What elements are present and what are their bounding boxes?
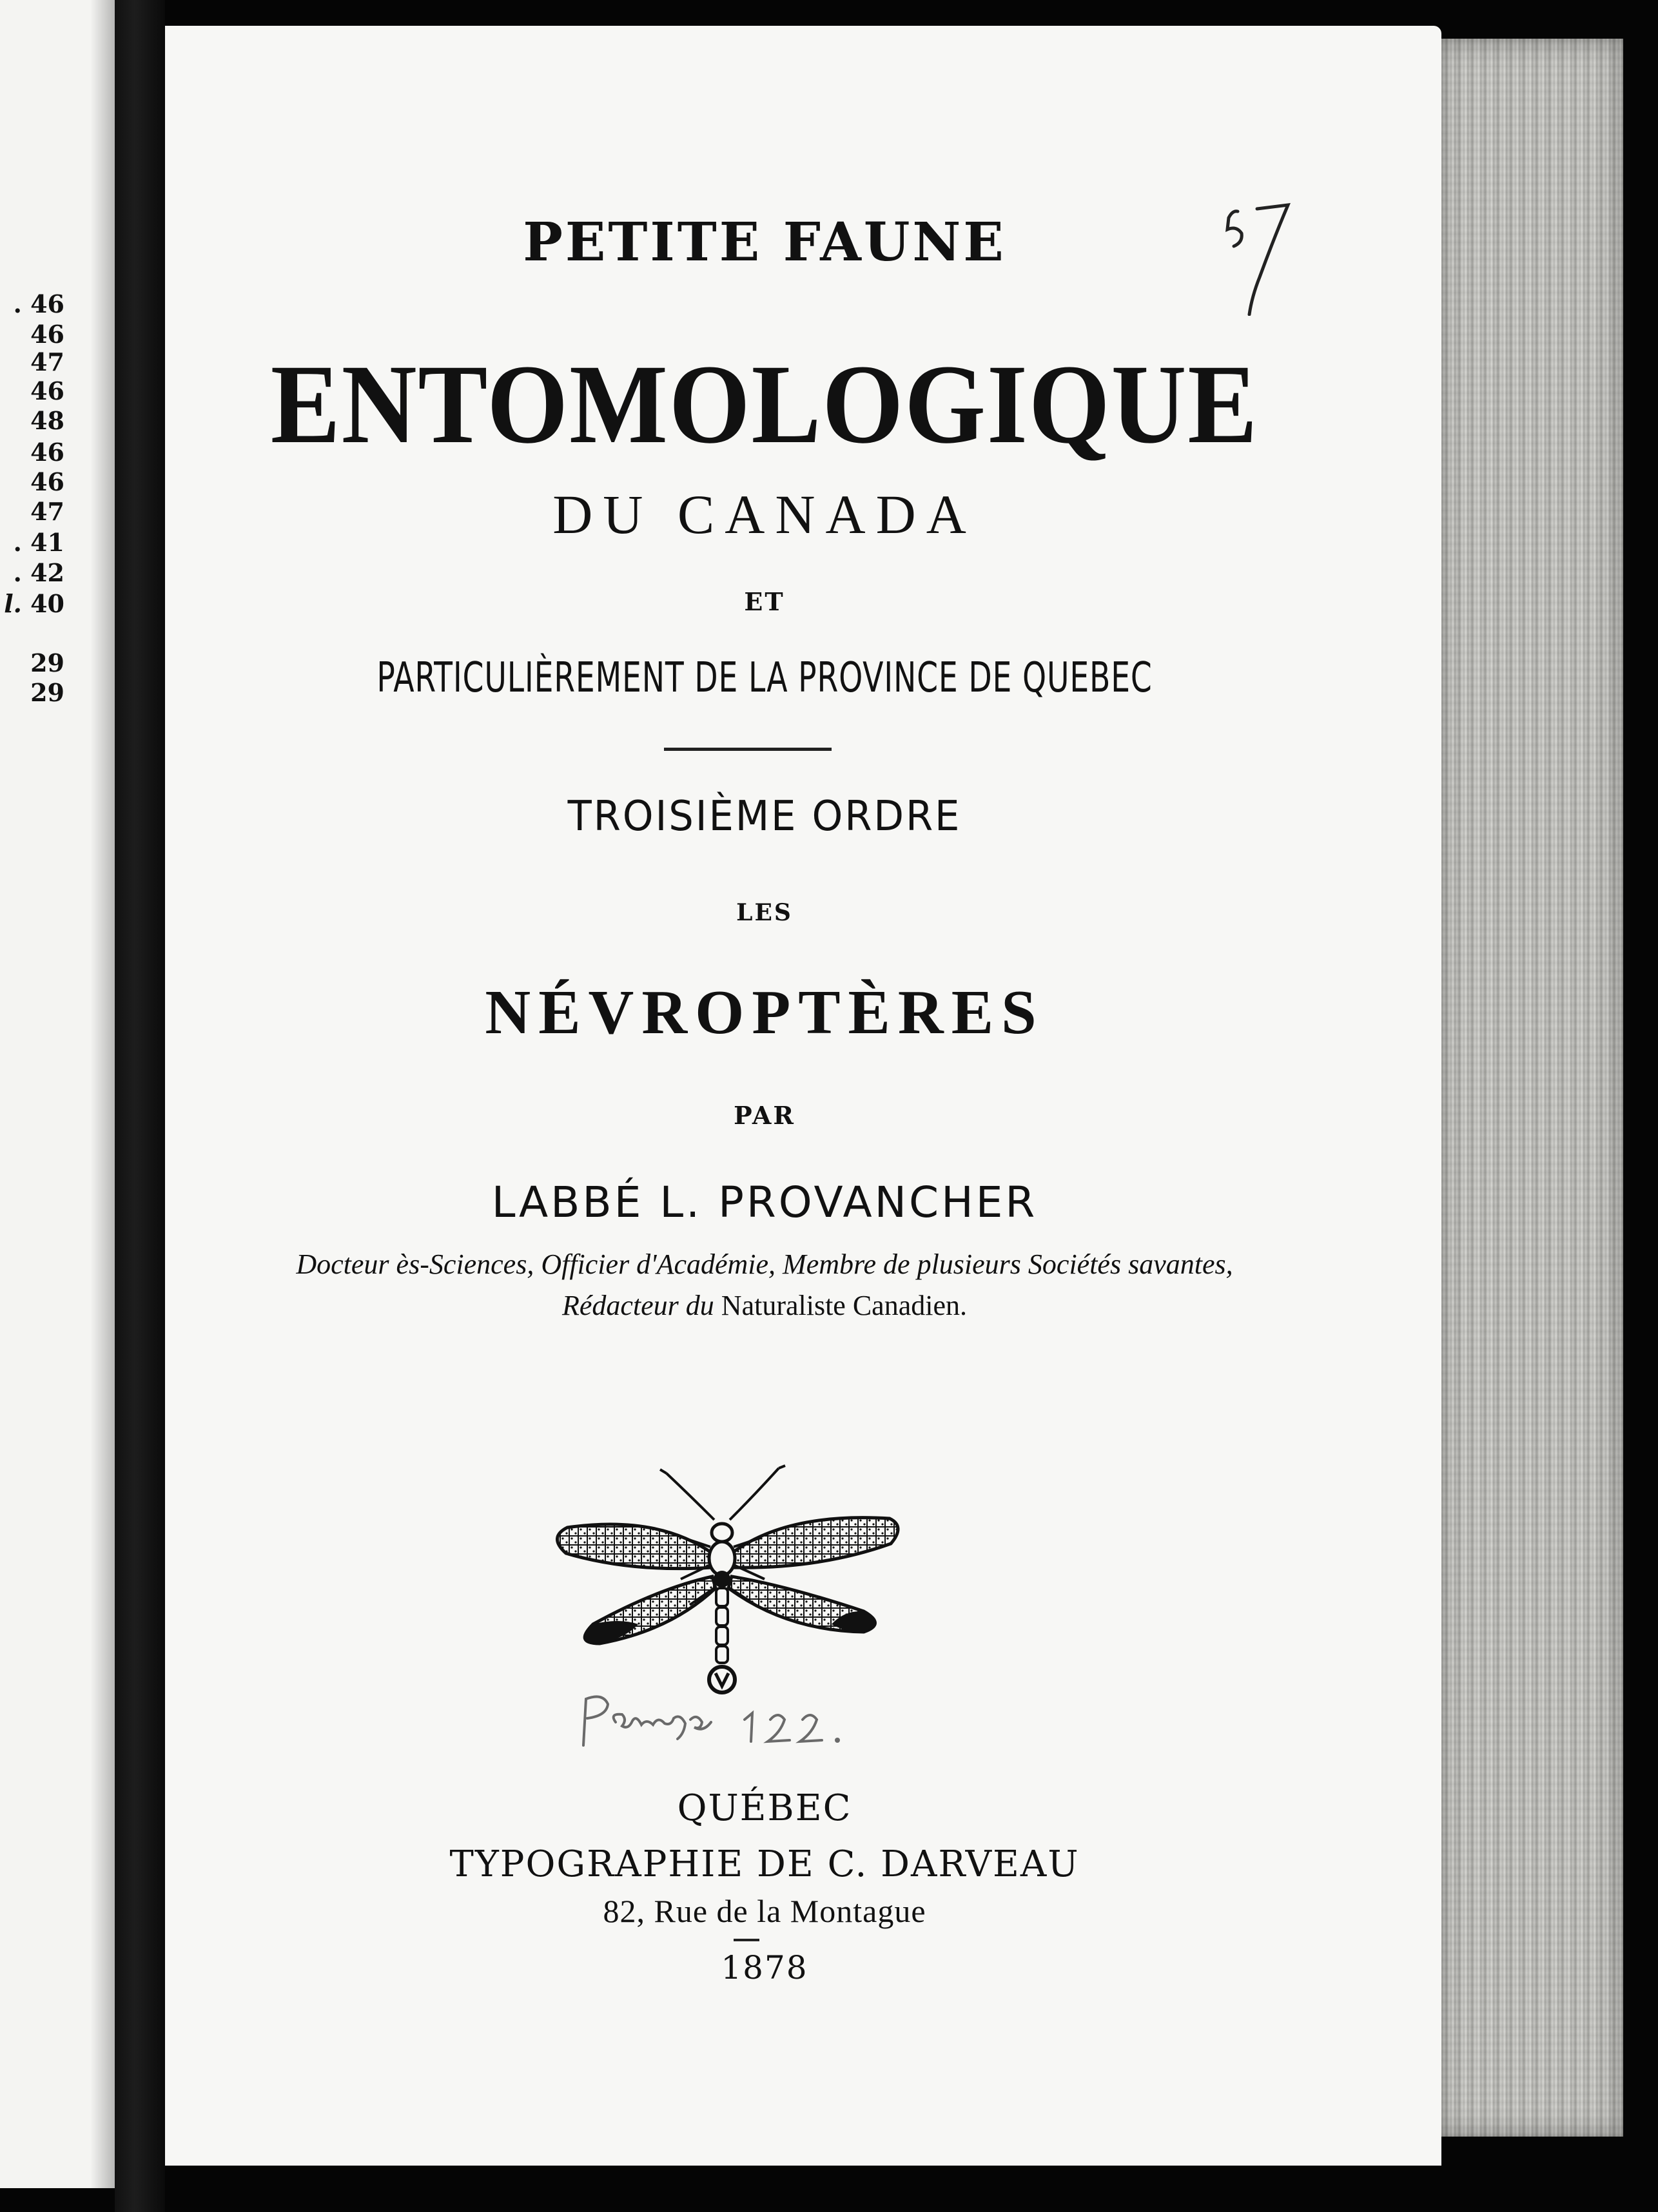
index-entry-number: 46 — [30, 376, 64, 405]
title-main: ENTOMOLOGIQUE — [270, 342, 1259, 467]
index-entry — [0, 406, 64, 435]
index-entry — [0, 347, 64, 376]
publication-year: 1878 — [721, 1949, 808, 1986]
index-entry — [0, 648, 64, 677]
author-name: LABBÉ L. PROVANCHER — [491, 1178, 1038, 1227]
divider-rule — [664, 748, 832, 751]
index-entry-number: 41 — [30, 528, 64, 557]
index-entry-number: 42 — [30, 558, 64, 587]
fore-edge-texture — [1436, 39, 1623, 2137]
index-entry-number: 46 — [30, 320, 64, 349]
index-entry-number: 46 — [30, 467, 64, 496]
page-curl-shadow — [90, 0, 115, 2188]
index-entry — [0, 440, 64, 465]
index-entry — [0, 289, 64, 318]
index-entry — [0, 530, 64, 555]
previous-page-fragment — [0, 0, 115, 2188]
index-entry-lead: . — [13, 289, 31, 318]
index-entry — [0, 589, 64, 618]
index-entry-number: 29 — [30, 678, 64, 707]
index-entry-number: 47 — [30, 497, 64, 526]
index-entry — [0, 376, 64, 405]
publisher-name: TYPOGRAPHIE DE C. DARVEAU — [449, 1843, 1080, 1885]
index-entry-lead: . — [13, 528, 31, 557]
author-credentials: Docteur ès-Sciences, Officier d'Académie, Membre de plusieurs Sociétés savantes, — [296, 1248, 1233, 1280]
index-entry — [0, 678, 64, 707]
index-entry — [0, 322, 64, 347]
index-entry-number: 46 — [30, 289, 64, 318]
index-entry-lead: l. — [4, 589, 31, 618]
handwritten-specimen-note — [577, 1687, 886, 1758]
subtitle-province: PARTICULIÈREMENT DE LA PROVINCE DE QUEBEC — [376, 654, 1153, 702]
index-entry — [0, 497, 64, 526]
order-heading: TROISIÈME ORDRE — [567, 793, 962, 840]
by-line: PAR — [734, 1101, 795, 1130]
book-fore-edge — [1430, 39, 1623, 2137]
index-entry-number: 48 — [30, 406, 64, 435]
index-entry-lead: . — [13, 558, 31, 587]
title-line-3: DU CANADA — [552, 483, 977, 545]
index-entry-number: 29 — [30, 648, 64, 677]
conjunction-et: ET — [744, 587, 785, 616]
order-name: NÉVROPTÈRES — [485, 978, 1044, 1047]
index-entry-number: 47 — [30, 347, 64, 376]
journal-name: Naturaliste Canadien. — [721, 1290, 967, 1321]
index-entry — [0, 467, 64, 496]
index-entry-number: 46 — [30, 438, 64, 467]
publisher-city: QUÉBEC — [677, 1787, 852, 1829]
publisher-address: 82, Rue de la Montague — [603, 1893, 926, 1929]
article-les: LES — [736, 899, 793, 926]
title-line-1: PETITE FAUNE — [523, 211, 1006, 273]
imprint-rule — [734, 1939, 759, 1941]
editorship-role: Rédacteur du — [561, 1290, 714, 1321]
index-entry-number: 40 — [30, 589, 64, 618]
neuroptera-insect-icon — [529, 1450, 915, 1708]
index-entry — [0, 558, 64, 587]
author-editorship — [126, 1292, 1403, 1320]
